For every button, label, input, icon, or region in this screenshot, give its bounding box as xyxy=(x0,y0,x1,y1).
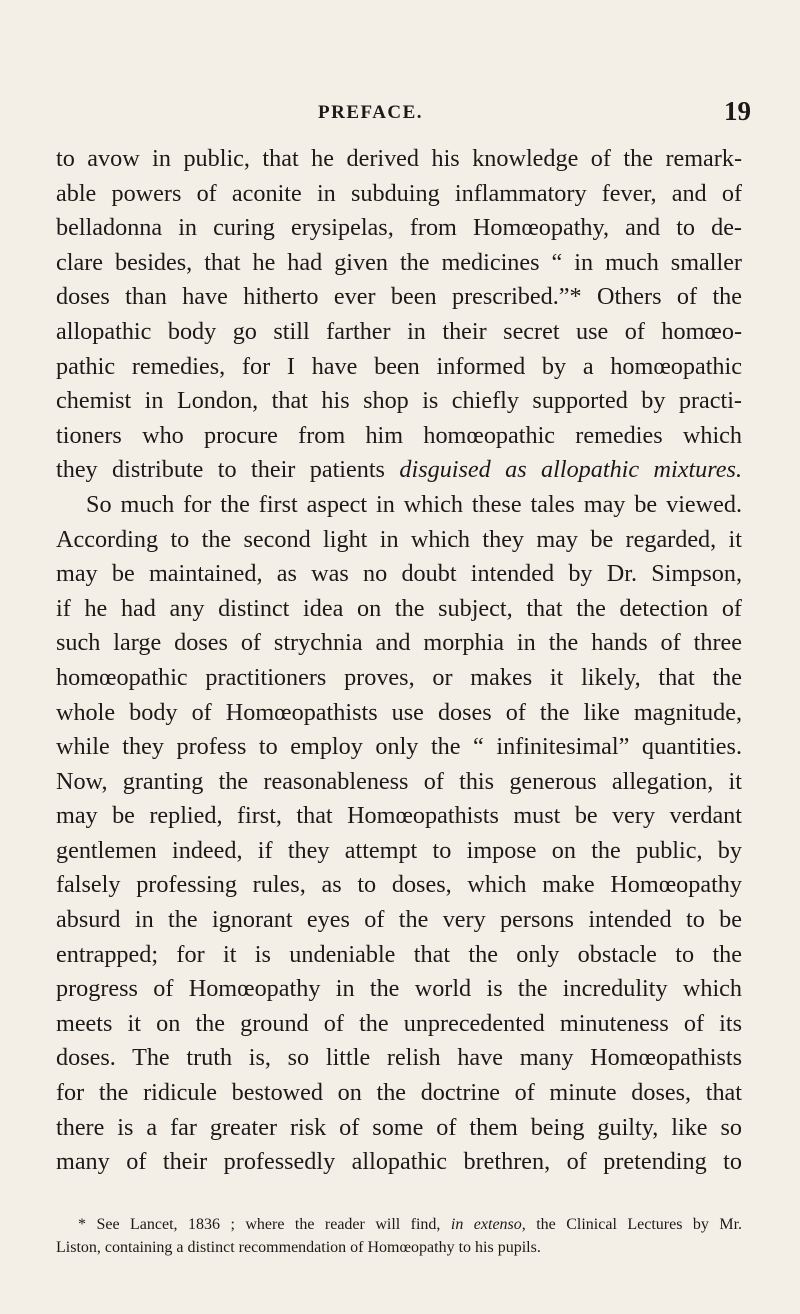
text-line-16: homœopathic practitioners proves, or makes it likely, that the xyxy=(56,663,742,691)
text-line-22: falsely professing rules, as to doses, which make Homœopathy xyxy=(56,871,742,899)
text-line-9: tioners who procure from him homœopathic remedies which xyxy=(56,421,742,449)
text-line-20: may be replied, first, that Homœopathists must be very verdant xyxy=(56,802,742,830)
text-line-26: meets it on the ground of the unprecedented minuteness of its xyxy=(56,1009,742,1037)
text-line-5: doses than have hitherto ever been prescribed.”* Others of the xyxy=(56,283,742,311)
text-line-21: gentlemen indeed, if they attempt to impose on the public, by xyxy=(56,836,742,864)
text-line-10-prefix: they distribute to their patients xyxy=(56,456,400,484)
footnote-line-1-prefix: * See Lancet, 1836 ; where the reader will find, xyxy=(78,1216,451,1233)
text-line-11: So much for the first aspect in which these tales may be viewed. xyxy=(86,490,742,518)
text-line-10 xyxy=(56,453,742,488)
italic-phrase: disguised as allopathic mixtures. xyxy=(399,456,742,484)
text-line-30: many of their professedly allopathic brethren, of pretending to xyxy=(56,1148,742,1176)
text-line-24: entrapped; for it is undeniable that the only obstacle to the xyxy=(56,940,742,968)
text-line-12: According to the second light in which they may be regarded, it xyxy=(56,525,742,553)
text-line-13: may be maintained, as was no doubt intended by Dr. Simpson, xyxy=(56,560,742,588)
text-line-18: while they profess to employ only the “ infinitesimal” quantities. xyxy=(56,733,742,761)
footnote-line-1 xyxy=(56,1213,742,1236)
text-line-7: pathic remedies, for I have been informed by a homœopathic xyxy=(56,352,742,380)
text-line-17: whole body of Homœopathists use doses of the like magnitude, xyxy=(56,698,742,726)
text-line-25: progress of Homœopathy in the world is the incredulity which xyxy=(56,975,742,1003)
text-line-23: absurd in the ignorant eyes of the very persons intended to be xyxy=(56,906,742,934)
body-text xyxy=(56,142,742,1180)
text-line-29: there is a far greater risk of some of them being guilty, like so xyxy=(56,1113,742,1141)
text-line-4: clare besides, that he had given the medicines “ in much smaller xyxy=(56,248,742,276)
page-header xyxy=(0,96,800,128)
text-line-6: allopathic body go still farther in their secret use of homœo- xyxy=(56,317,742,345)
running-head: PREFACE. xyxy=(318,102,424,123)
text-line-14: if he had any distinct idea on the subject, that the detection of xyxy=(56,594,742,622)
text-line-2: able powers of aconite in subduing inflammatory fever, and of xyxy=(56,179,742,207)
text-line-28: for the ridicule bestowed on the doctrine of minute doses, that xyxy=(56,1079,742,1107)
footnote-line-1-suffix: the Clinical Lectures by Mr. xyxy=(525,1216,742,1233)
footnote xyxy=(56,1213,742,1259)
text-line-15: such large doses of strychnia and morphia in the hands of three xyxy=(56,629,742,657)
text-line-19: Now, granting the reasonableness of this generous allegation, it xyxy=(56,767,742,795)
footnote-line-2: Liston, containing a distinct recommendation of Homœopathy to his pupils. xyxy=(56,1239,541,1256)
text-line-8: chemist in London, that his shop is chiefly supported by practi- xyxy=(56,387,742,415)
text-line-1: to avow in public, that he derived his knowledge of the remark- xyxy=(56,145,742,172)
text-line-27: doses. The truth is, so little relish have many Homœopathists xyxy=(56,1044,742,1072)
text-line-3: belladonna in curing erysipelas, from Homœopathy, and to de- xyxy=(56,214,742,242)
footnote-italic: in extenso, xyxy=(450,1216,526,1233)
page-number: 19 xyxy=(724,96,751,126)
